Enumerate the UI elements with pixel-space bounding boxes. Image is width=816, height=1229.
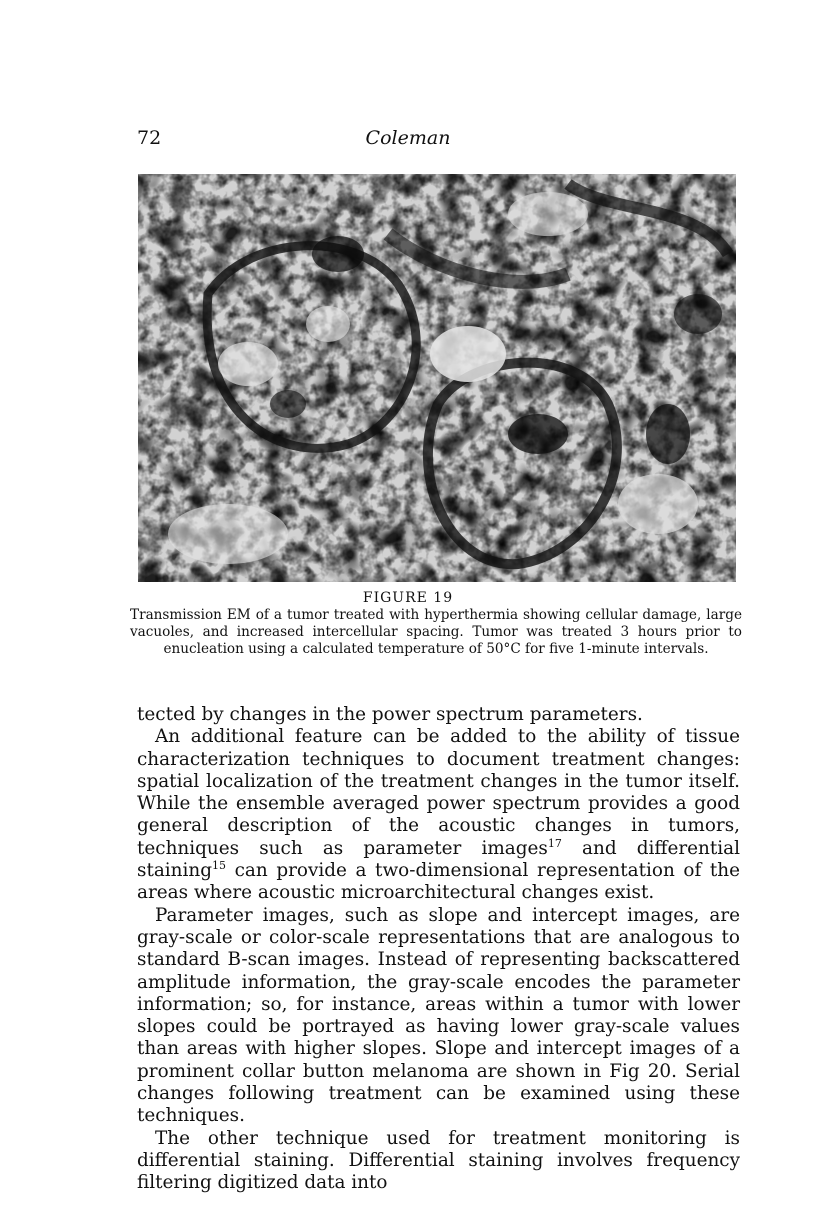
reference-17: 17	[547, 836, 562, 850]
chromatin-clump-4	[270, 390, 306, 418]
figure-caption: Transmission EM of a tumor treated with hyperthermia showing cellular damage, large vacuoles, and increased intercellular spacing. Tumor was treated 3 hours prior to enucleation using a calculated temperature of 50°C for five 1-minute intervals.	[130, 607, 742, 657]
paragraph-2-text-c: can provide a two-dimensional representation of the areas where acoustic microarchitectural changes exist.	[137, 860, 740, 904]
reference-15: 15	[212, 858, 227, 872]
vacuole-3	[618, 474, 698, 534]
paragraph-4: The other technique used for treatment monitoring is differential staining. Differential staining involves frequency filtering digitized data into	[137, 1127, 740, 1194]
chromatin-clump-3	[312, 236, 364, 272]
paragraph-2	[137, 726, 740, 904]
body-text	[137, 704, 740, 1195]
micrograph-svg	[138, 174, 736, 582]
figure-label: FIGURE 19	[362, 590, 454, 606]
paragraph-2-text-b: and differential staining	[137, 837, 740, 882]
paragraph-1: tected by changes in the power spectrum parameters.	[137, 704, 643, 725]
vacuole-4	[168, 504, 288, 564]
chromatin-clump-5	[674, 294, 722, 334]
vacuole-5	[508, 192, 588, 236]
paragraph-2-text-a: An additional feature can be added to the ability of tissue characterization techniques to document treatment changes: spatial localization of the treatment changes in the tumor itself. While the ensemble averaged power spectrum provides a good general description of the acoustic changes in tumors, techniques such as parameter images	[137, 726, 740, 859]
electron-micrograph-image	[138, 174, 736, 582]
page-number: 72	[137, 127, 162, 149]
chromatin-clump-1	[508, 414, 568, 454]
vacuole-6	[306, 306, 350, 342]
chromatin-clump-2	[646, 404, 690, 464]
paragraph-3: Parameter images, such as slope and intercept images, are gray-scale or color-scale representations that are analogous to standard B-scan images. Instead of representing backscattered amplitude information, the gray-scale encodes the parameter information; so, for instance, areas within a tumor with lower slopes could be portrayed as having lower gray-scale values than areas with higher slopes. Slope and intercept images of a prominent collar button melanoma are shown in Fig 20. Serial changes following treatment can be examined using these techniques.	[137, 904, 740, 1127]
running-head: Coleman	[365, 127, 451, 149]
vacuole-2	[218, 342, 278, 386]
vacuole-1	[430, 326, 506, 382]
